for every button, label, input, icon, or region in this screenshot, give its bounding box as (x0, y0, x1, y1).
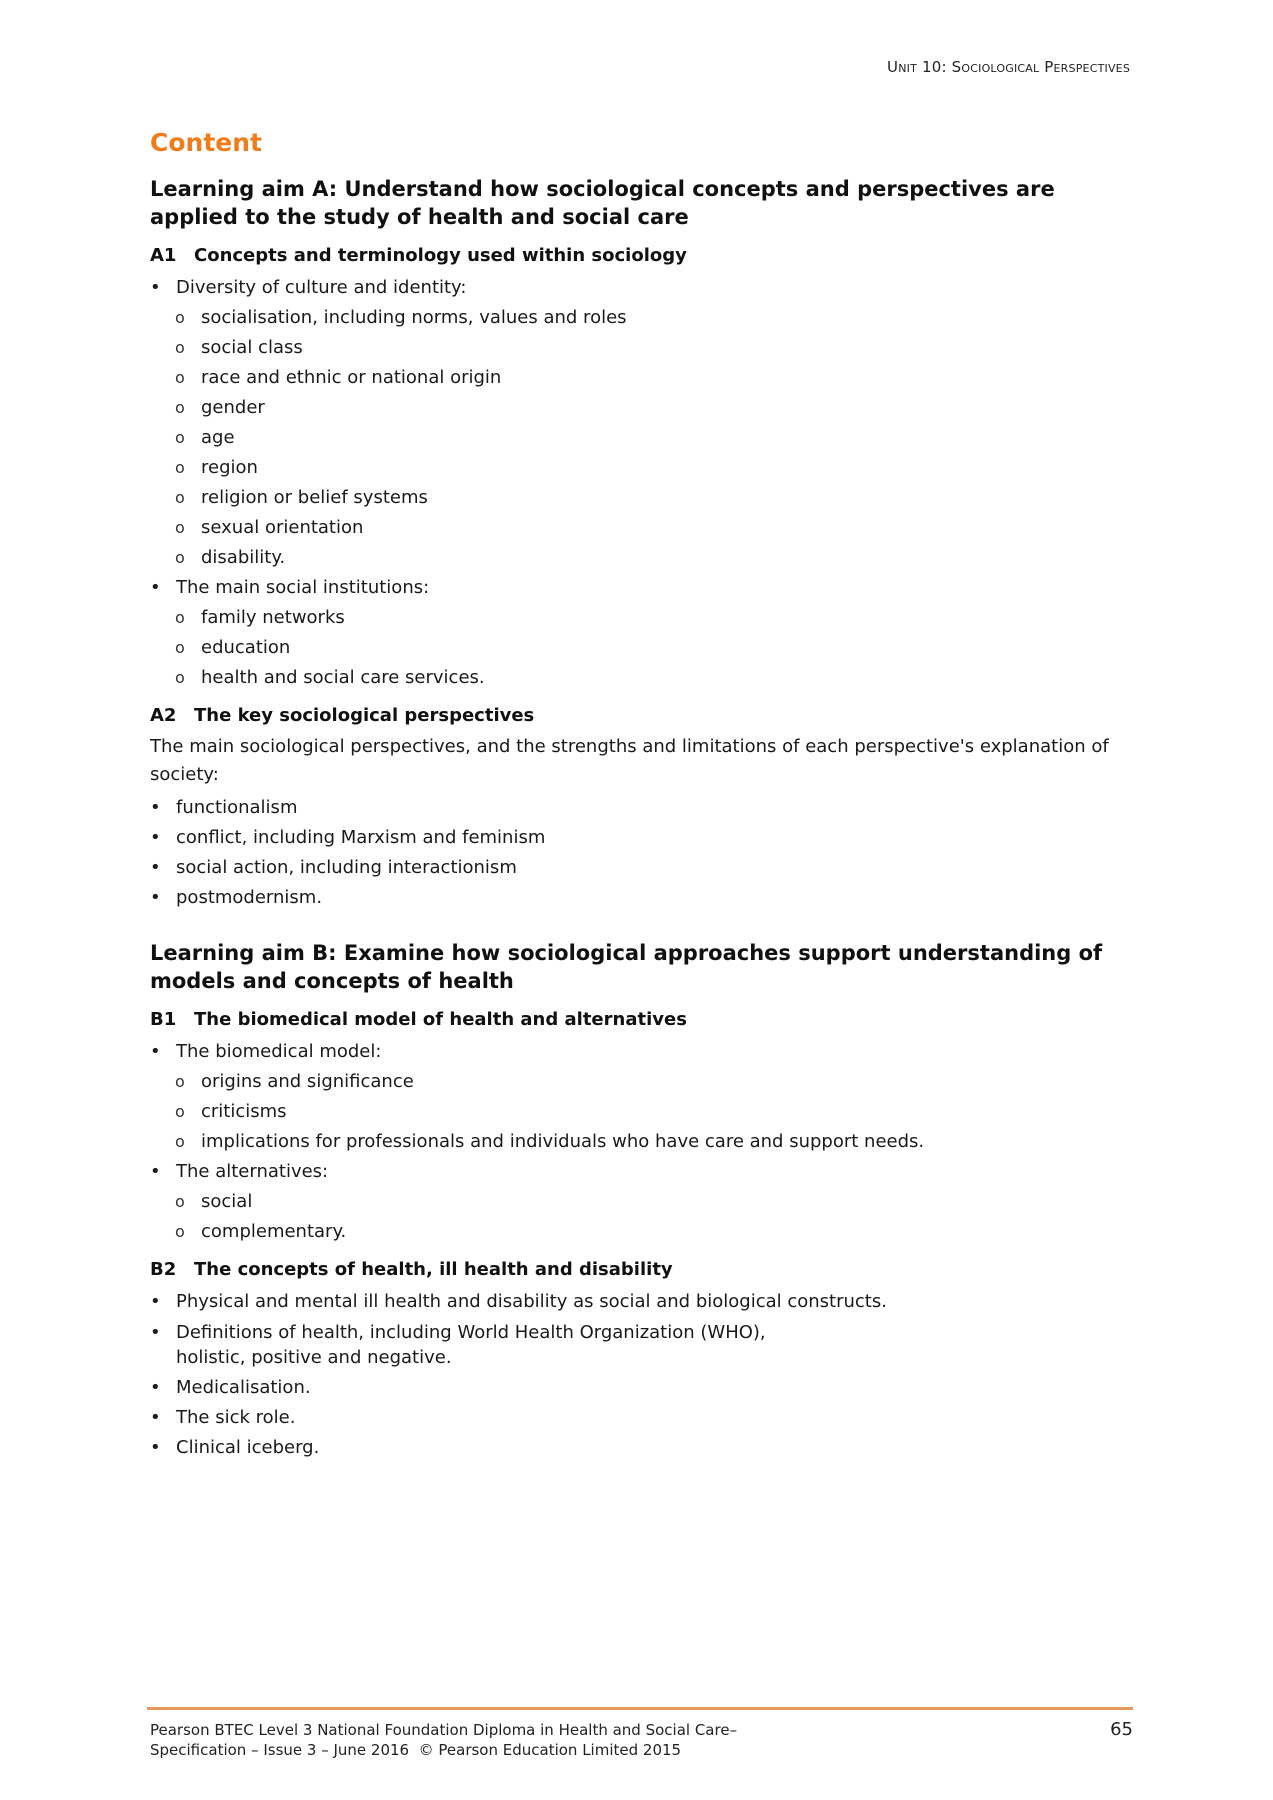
list-item-text: social action, including interactionism (176, 857, 517, 878)
bullet-icon (150, 573, 170, 603)
list-item (150, 273, 1140, 303)
sub-list-item-text: gender (201, 397, 265, 418)
sub-list-item (175, 423, 1140, 453)
b1-sublist-biomedical (150, 1067, 1140, 1157)
circle-bullet-icon (175, 393, 195, 423)
a2-list (150, 793, 1140, 913)
page-content (150, 128, 1140, 1463)
a2-intro: The main sociological perspectives, and the strengths and limitations of each perspective's explanation of society: (150, 736, 1109, 785)
learning-aim-a-title: Learning aim A: Understand how sociological concepts and perspectives are applied to the study of health and social care (150, 177, 1055, 229)
a1-sublist-diversity (150, 303, 1140, 573)
sub-list-item-text: criticisms (201, 1101, 287, 1122)
b1-title: The biomedical model of health and alternatives (194, 1009, 687, 1030)
list-item-text: Diversity of culture and identity: (176, 277, 467, 298)
bullet-icon (150, 1320, 170, 1345)
sub-list-item (175, 393, 1140, 423)
sub-list-item-text: region (201, 457, 258, 478)
list-item (150, 1287, 1140, 1317)
b2-title: The concepts of health, ill health and disability (194, 1259, 673, 1280)
circle-bullet-icon (175, 423, 195, 453)
bullet-icon (150, 883, 170, 913)
list-item-text: postmodernism. (176, 887, 323, 908)
sub-list-item (175, 1217, 1140, 1247)
sub-list-item-text: social class (201, 337, 303, 358)
list-item (150, 1433, 1140, 1463)
list-item (150, 823, 1140, 853)
sub-list-item-text: health and social care services. (201, 667, 485, 688)
circle-bullet-icon (175, 363, 195, 393)
b2-list (150, 1287, 1140, 1463)
circle-bullet-icon (175, 453, 195, 483)
sub-list-item-text: race and ethnic or national origin (201, 367, 502, 388)
b2-code: B2 (150, 1259, 177, 1280)
bullet-icon (150, 1037, 170, 1067)
sub-list-item (175, 663, 1140, 693)
b1-list (150, 1037, 1140, 1247)
list-item-text: The main social institutions: (176, 577, 430, 598)
list-item-text: The alternatives: (176, 1161, 329, 1182)
a1-title: Concepts and terminology used within sociology (194, 245, 687, 266)
circle-bullet-icon (175, 603, 195, 633)
sub-list-item (175, 1067, 1140, 1097)
circle-bullet-icon (175, 543, 195, 573)
sub-list-item-text: complementary. (201, 1221, 347, 1242)
a1-heading (150, 243, 1140, 269)
list-item (150, 1373, 1140, 1403)
bullet-icon (150, 793, 170, 823)
sub-list-item (175, 513, 1140, 543)
circle-bullet-icon (175, 333, 195, 363)
bullet-icon (150, 1287, 170, 1317)
bullet-icon (150, 1157, 170, 1187)
circle-bullet-icon (175, 663, 195, 693)
bullet-icon (150, 1373, 170, 1403)
learning-aim-b-title: Learning aim B: Examine how sociological approaches support understanding of models and concepts of health (150, 941, 1103, 993)
list-item (150, 1403, 1140, 1433)
a2-title: The key sociological perspectives (194, 705, 535, 726)
sub-list-item (175, 1097, 1140, 1127)
circle-bullet-icon (175, 1187, 195, 1217)
footer-line-2: Specification – Issue 3 – June 2016 © Pearson Education Limited 2015 (150, 1741, 682, 1759)
list-item (150, 883, 1140, 913)
circle-bullet-icon (175, 1097, 195, 1127)
sub-list-item (175, 633, 1140, 663)
footer-line-1: Pearson BTEC Level 3 National Foundation Diploma in Health and Social Care– (150, 1721, 738, 1739)
circle-bullet-icon (175, 1217, 195, 1247)
sub-list-item-text: implications for professionals and individuals who have care and support needs. (201, 1131, 925, 1152)
a1-code: A1 (150, 245, 177, 266)
b2-heading (150, 1257, 1140, 1283)
a1-sublist-institutions (150, 603, 1140, 693)
circle-bullet-icon (175, 1127, 195, 1157)
list-item-text: Clinical iceberg. (176, 1437, 320, 1458)
circle-bullet-icon (175, 633, 195, 663)
sub-list-item-text: origins and significance (201, 1071, 414, 1092)
b1-heading (150, 1007, 1140, 1033)
sub-list-item-text: disability. (201, 547, 286, 568)
bullet-icon (150, 1403, 170, 1433)
a1-list (150, 273, 1140, 693)
sub-list-item-text: religion or belief systems (201, 487, 428, 508)
a2-heading (150, 703, 1140, 729)
b1-code: B1 (150, 1009, 177, 1030)
bullet-icon (150, 1433, 170, 1463)
sub-list-item-text: age (201, 427, 235, 448)
sub-list-item (175, 363, 1140, 393)
sub-list-item (175, 543, 1140, 573)
sub-list-item (175, 483, 1140, 513)
bullet-icon (150, 273, 170, 303)
sub-list-item (175, 603, 1140, 633)
circle-bullet-icon (175, 1067, 195, 1097)
list-item (150, 1037, 1140, 1067)
list-item-text: Physical and mental ill health and disability as social and biological constructs. (176, 1291, 887, 1312)
list-item-text: conflict, including Marxism and feminism (176, 827, 546, 848)
bullet-icon (150, 853, 170, 883)
sub-list-item (175, 303, 1140, 333)
a2-code: A2 (150, 705, 177, 726)
section-title: Content (150, 128, 262, 157)
list-item (150, 793, 1140, 823)
sub-list-item-text: socialisation, including norms, values and roles (201, 307, 627, 328)
sub-list-item-text: education (201, 637, 291, 658)
circle-bullet-icon (175, 483, 195, 513)
circle-bullet-icon (175, 513, 195, 543)
running-head: Unit 10: Sociological Perspectives (887, 58, 1130, 76)
page-number: 65 (1110, 1719, 1133, 1740)
sub-list-item-text: family networks (201, 607, 345, 628)
list-item (150, 1317, 1140, 1373)
sub-list-item (175, 1187, 1140, 1217)
list-item (150, 573, 1140, 603)
list-item-text: Definitions of health, including World Health Organization (WHO), holistic, positive and negative. (176, 1322, 766, 1368)
list-item-text: The sick role. (176, 1407, 296, 1428)
circle-bullet-icon (175, 303, 195, 333)
sub-list-item (175, 453, 1140, 483)
footer-divider (147, 1707, 1133, 1710)
b1-sublist-alternatives (150, 1187, 1140, 1247)
sub-list-item (175, 1127, 1140, 1157)
sub-list-item-text: social (201, 1191, 253, 1212)
list-item-text: The biomedical model: (176, 1041, 382, 1062)
sub-list-item-text: sexual orientation (201, 517, 364, 538)
list-item (150, 1157, 1140, 1187)
page-footer (150, 1720, 1133, 1760)
list-item (150, 853, 1140, 883)
list-item-text: functionalism (176, 797, 298, 818)
list-item-text: Medicalisation. (176, 1377, 311, 1398)
sub-list-item (175, 333, 1140, 363)
bullet-icon (150, 823, 170, 853)
